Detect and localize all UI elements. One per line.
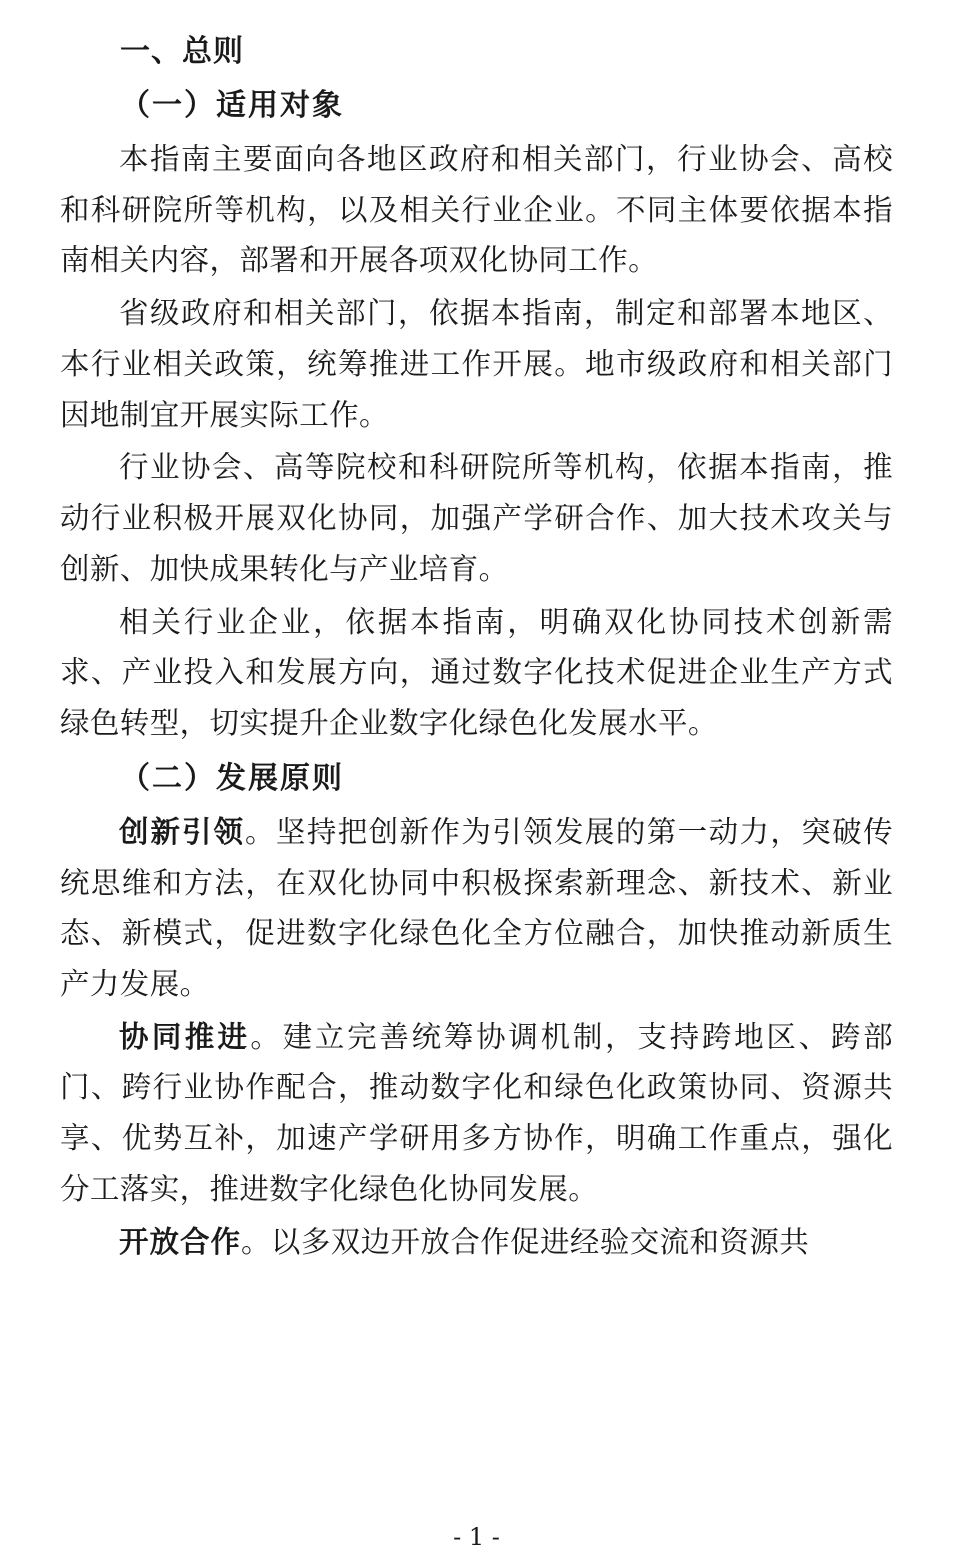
- principle-paragraph: [60, 807, 893, 1010]
- principle-text: 。坚持把创新作为引领发展的第一动力，突破传统思维和方法，在双化协同中积极探索新理念、新技术、新业态、新模式，促进数字化绿色化全方位融合，加快推动新质生产力发展。: [60, 814, 893, 1002]
- principle-lead: 开放合作: [119, 1223, 242, 1259]
- paragraph: 本指南主要面向各地区政府和相关部门，行业协会、高校和科研院所等机构，以及相关行业企业。不同主体要依据本指南相关内容，部署和开展各项双化协同工作。: [60, 142, 893, 278]
- paragraph: 省级政府和相关部门，依据本指南，制定和部署本地区、本行业相关政策，统筹推进工作开展。地市级政府和相关部门因地制宜开展实际工作。: [60, 296, 893, 432]
- principle-paragraph: [60, 1012, 893, 1215]
- principle-lead: 协同推进: [119, 1018, 251, 1054]
- paragraph: 相关行业企业，依据本指南，明确双化协同技术创新需求、产业投入和发展方向，通过数字化技术促进企业生产方式绿色转型，切实提升企业数字化绿色化发展水平。: [60, 604, 893, 741]
- subsection-heading-development-principles: （二）发展原则: [120, 760, 344, 796]
- section-heading: 一、总则: [120, 34, 244, 69]
- page-number: - 1 -: [453, 1523, 500, 1551]
- principle-text: 。建立完善统筹协调机制，支持跨地区、跨部门、跨行业协作配合，推动数字化和绿色化政策协同、资源共享、优势互补，加速产学研用多方协作，明确工作重点，强化分工落实，推进数字化绿色化协同发展。: [60, 1019, 893, 1206]
- principle-text: 。以多双边开放合作促进经验交流和资源共: [241, 1224, 810, 1259]
- paragraph: 行业协会、高等院校和科研院所等机构，依据本指南，推动行业积极开展双化协同，加强产学研合作、加大技术攻关与创新、加快成果转化与产业培育。: [60, 450, 893, 586]
- document-body: [60, 28, 893, 1267]
- subsection-heading-applicable-objects: （一）适用对象: [120, 88, 344, 123]
- principle-lead: 创新引领: [119, 813, 246, 849]
- principle-paragraph: [60, 1217, 893, 1268]
